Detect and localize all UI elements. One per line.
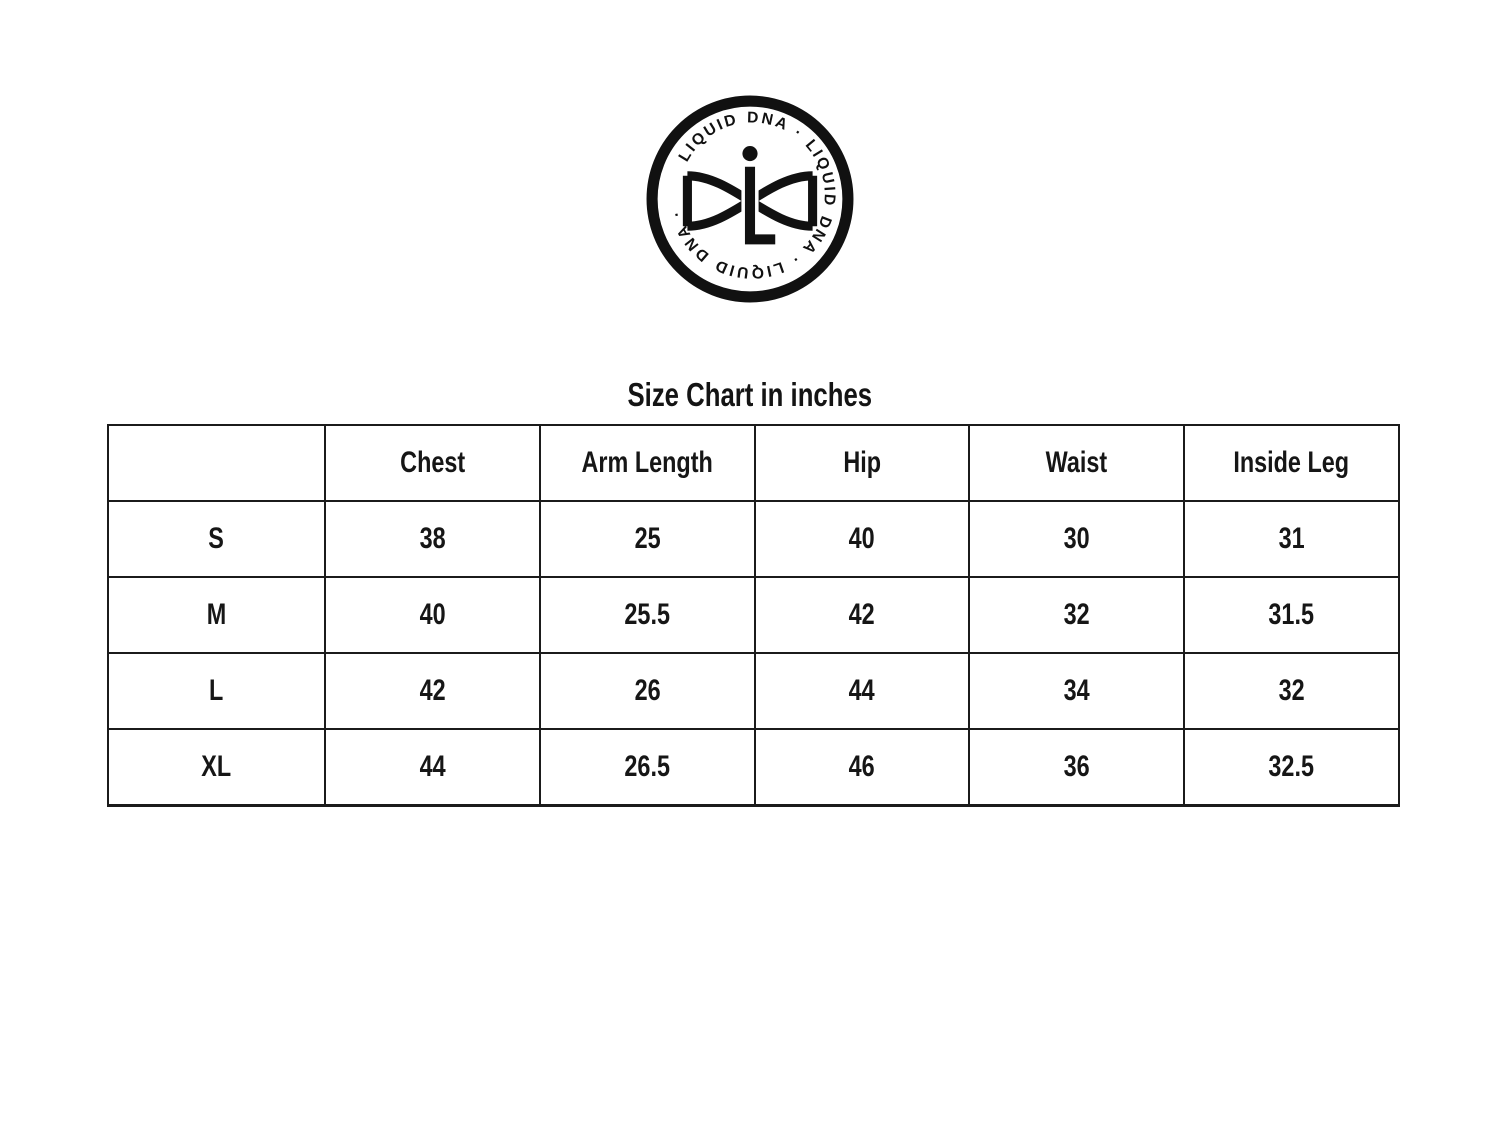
- header-label: Inside Leg: [1233, 446, 1350, 479]
- size-label-cell: [108, 729, 325, 806]
- header-label: Chest: [399, 446, 465, 479]
- size-label-cell: [108, 653, 325, 729]
- header-row: [108, 425, 1399, 501]
- size-label-cell: [108, 577, 325, 653]
- table-row-m: [108, 577, 1399, 653]
- value-cell: [969, 729, 1184, 806]
- cell-value: 38: [419, 522, 446, 555]
- header-label: Waist: [1046, 446, 1108, 479]
- cell-value: 31: [1278, 522, 1305, 555]
- value-cell: [1184, 729, 1399, 806]
- liquid-dna-logo-icon: [644, 93, 856, 305]
- value-cell: [540, 577, 755, 653]
- size-label-cell: [108, 501, 325, 577]
- cell-value: 32.5: [1268, 750, 1315, 783]
- value-cell: [755, 577, 970, 653]
- value-cell: [540, 653, 755, 729]
- value-cell: [1184, 653, 1399, 729]
- size-label: L: [209, 674, 224, 707]
- size-label: S: [208, 522, 225, 555]
- value-cell: [755, 729, 970, 806]
- header-label: Arm Length: [581, 446, 713, 479]
- cell-value: 32: [1063, 598, 1090, 631]
- header-cell-hip: [755, 425, 970, 501]
- header-cell-inside-leg: [1184, 425, 1399, 501]
- value-cell: [755, 501, 970, 577]
- cell-value: 44: [419, 750, 446, 783]
- header-cell-empty: [108, 425, 325, 501]
- cell-value: 32: [1278, 674, 1305, 707]
- cell-value: 46: [848, 750, 876, 783]
- cell-value: 30: [1063, 522, 1090, 555]
- value-cell: [1184, 577, 1399, 653]
- header-label: Hip: [843, 446, 881, 479]
- value-cell: [540, 501, 755, 577]
- table-row-xl: [108, 729, 1399, 806]
- size-label: M: [206, 598, 227, 631]
- table-row-l: [108, 653, 1399, 729]
- value-cell: [1184, 501, 1399, 577]
- cell-value: 40: [848, 522, 876, 555]
- cell-value: 42: [419, 674, 446, 707]
- page-title-text: Size Chart in inches: [627, 376, 873, 413]
- size-chart-table: [107, 424, 1400, 807]
- header-cell-arm-length: [540, 425, 755, 501]
- value-cell: [969, 653, 1184, 729]
- header-cell-chest: [325, 425, 540, 501]
- cell-value: 26: [634, 674, 661, 707]
- cell-value: 25: [634, 522, 661, 555]
- value-cell: [755, 653, 970, 729]
- size-label: XL: [201, 750, 232, 783]
- value-cell: [325, 729, 540, 806]
- cell-value: 25.5: [624, 598, 670, 631]
- header-cell-waist: [969, 425, 1184, 501]
- value-cell: [969, 577, 1184, 653]
- page-title: [0, 378, 1500, 411]
- cell-value: 42: [848, 598, 876, 631]
- value-cell: [969, 501, 1184, 577]
- table-row-s: [108, 501, 1399, 577]
- brand-logo: [644, 93, 856, 305]
- cell-value: 40: [419, 598, 446, 631]
- cell-value: 36: [1063, 750, 1090, 783]
- cell-value: 26.5: [624, 750, 670, 783]
- cell-value: 44: [848, 674, 876, 707]
- logo-ring-text: LIQUID DNA · LIQUID DNA · LIQUID DNA ·: [667, 109, 838, 282]
- cell-value: 34: [1063, 674, 1090, 707]
- value-cell: [325, 653, 540, 729]
- value-cell: [540, 729, 755, 806]
- value-cell: [325, 577, 540, 653]
- cell-value: 31.5: [1268, 598, 1315, 631]
- value-cell: [325, 501, 540, 577]
